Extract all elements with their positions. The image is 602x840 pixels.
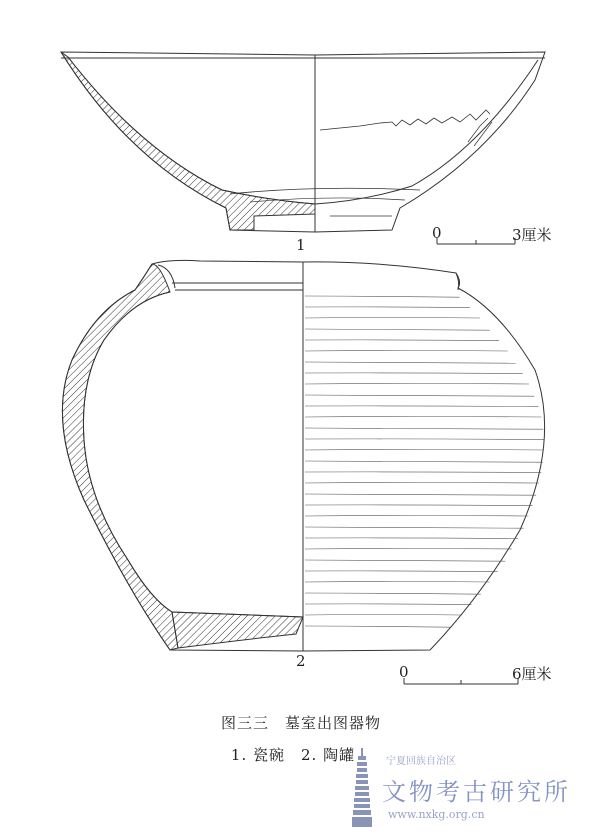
watermark-org-main: 文物考古研究所 (382, 778, 571, 806)
scale-1-start: 0 (432, 224, 442, 242)
item-label-2: 2 (296, 652, 306, 670)
figure-caption-items: 1. 瓷碗 2. 陶罐 (230, 746, 356, 764)
pagoda-icon (352, 748, 372, 828)
watermark-org-top: 宁夏回族自治区 (386, 756, 456, 767)
item-label-1: 1 (296, 236, 306, 254)
scale-2-start: 0 (399, 663, 409, 681)
scale-1-end: 3厘米 (512, 226, 552, 244)
scale-bar-2 (404, 678, 518, 684)
watermark-url: www.nxkg.org.cn (388, 808, 485, 821)
scale-2-end: 6厘米 (512, 665, 552, 683)
scale-bar-1 (437, 238, 515, 244)
figure-caption-title: 图三三 墓室出图器物 (220, 714, 381, 732)
